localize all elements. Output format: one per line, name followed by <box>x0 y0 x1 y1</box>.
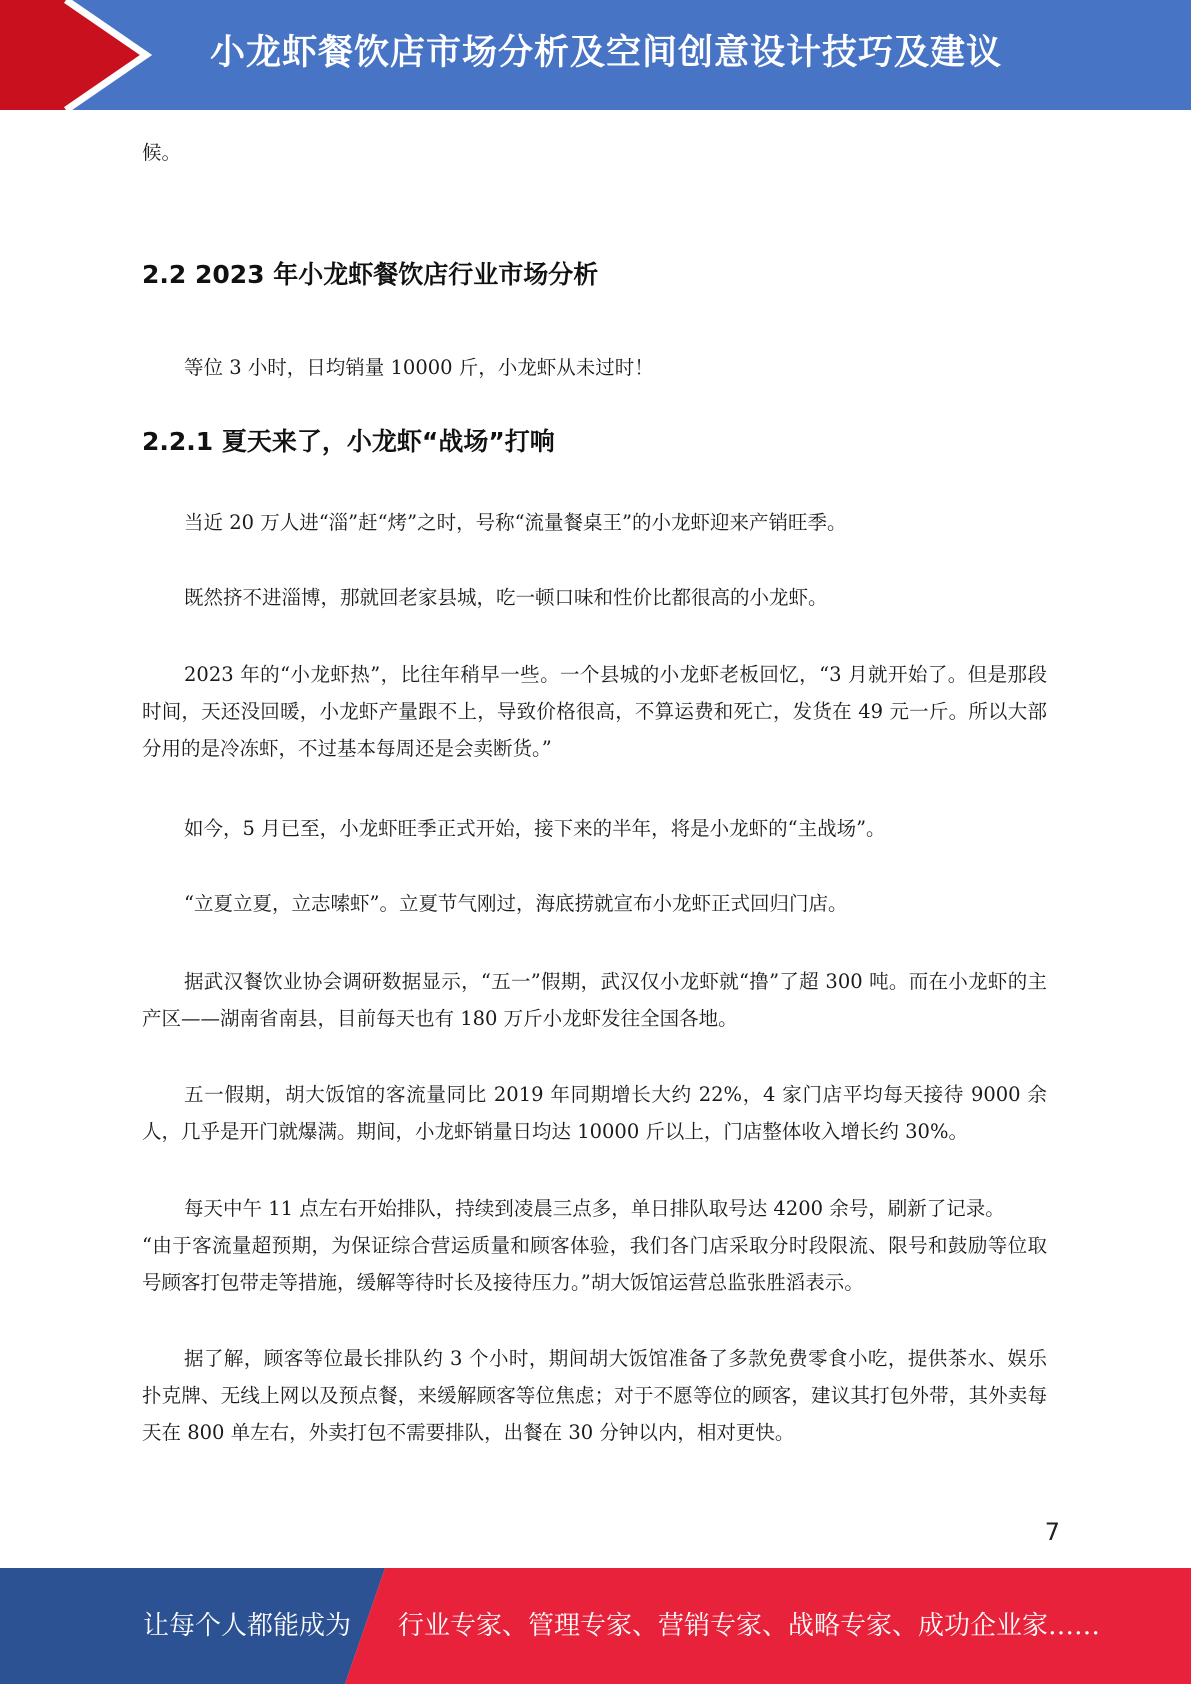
header-arrow-decoration <box>0 0 160 110</box>
paragraph-3: 2023 年的“小龙虾热”，比往年稍早一些。一个县城的小龙虾老板回忆，“3 月就开始了。但是那段时间，天还没回暖，小龙虾产量跟不上，导致价格很高，不算运费和死亡，发货在 49 元一斤。所以大部分用的是冷冻虾，不过基本每周还是会卖断货。” <box>142 663 1047 760</box>
footer-slogan-right: 行业专家、管理专家、营销专家、战略专家、成功企业家…… <box>398 1611 1101 1641</box>
section-heading-2-2-1: 2.2.1 夏天来了，小龙虾“战场”打响 <box>142 427 555 456</box>
carryover-text: 候。 <box>142 141 182 164</box>
paragraph-5: “立夏立夏，立志嗦虾”。立夏节气刚过，海底捞就宣布小龙虾正式回归门店。 <box>184 892 848 915</box>
page-footer <box>0 1568 1191 1684</box>
paragraph-2: 既然挤不进淄博，那就回老家县城，吃一顿口味和性价比都很高的小龙虾。 <box>184 586 828 609</box>
intro-paragraph: 等位 3 小时，日均销量 10000 斤，小龙虾从未过时！ <box>184 356 654 379</box>
paragraph-4: 如今，5 月已至，小龙虾旺季正式开始，接下来的半年，将是小龙虾的“主战场”。 <box>184 817 886 840</box>
paragraph-7: 五一假期，胡大饭馆的客流量同比 2019 年同期增长大约 22%，4 家门店平均每天接待 9000 余人，几乎是开门就爆满。期间，小龙虾销量日均达 10000 斤以上，门店整体收入增长约 30%。 <box>142 1083 1047 1143</box>
paragraph-1: 当近 20 万人进“淄”赶“烤”之时，号称“流量餐桌王”的小龙虾迎来产销旺季。 <box>184 511 847 534</box>
paragraph-10: 据了解，顾客等位最长排队约 3 个小时，期间胡大饭馆准备了多款免费零食小吃，提供茶水、娱乐扑克牌、无线上网以及预点餐，来缓解顾客等位焦虑；对于不愿等位的顾客，建议其打包外带，其外卖每天在 800 单左右，外卖打包不需要排队，出餐在 30 分钟以内，相对更快。 <box>142 1347 1047 1444</box>
paragraph-8: 每天中午 11 点左右开始排队，持续到凌晨三点多，单日排队取号达 4200 余号，刷新了记录。 <box>184 1197 1005 1220</box>
paragraph-6: 据武汉餐饮业协会调研数据显示，“五一”假期，武汉仅小龙虾就“撸”了超 300 吨。而在小龙虾的主产区——湖南省南县，目前每天也有 180 万斤小龙虾发往全国各地。 <box>142 970 1047 1030</box>
section-heading-2-2: 2.2 2023 年小龙虾餐饮店行业市场分析 <box>142 260 599 289</box>
page-number: 7 <box>1044 1518 1060 1546</box>
header-title: 小龙虾餐饮店市场分析及空间创意设计技巧及建议 <box>210 33 1003 73</box>
header-red-chevron <box>0 0 150 110</box>
paragraph-9: “由于客流量超预期，为保证综合营运质量和顾客体验，我们各门店采取分时段限流、限号和鼓励等位取号顾客打包带走等措施，缓解等待时长及接待压力。”胡大饭馆运营总监张胜滔表示。 <box>142 1234 1047 1294</box>
footer-slogan-left: 让每个人都能成为 <box>143 1611 352 1641</box>
page-header <box>0 0 1191 110</box>
